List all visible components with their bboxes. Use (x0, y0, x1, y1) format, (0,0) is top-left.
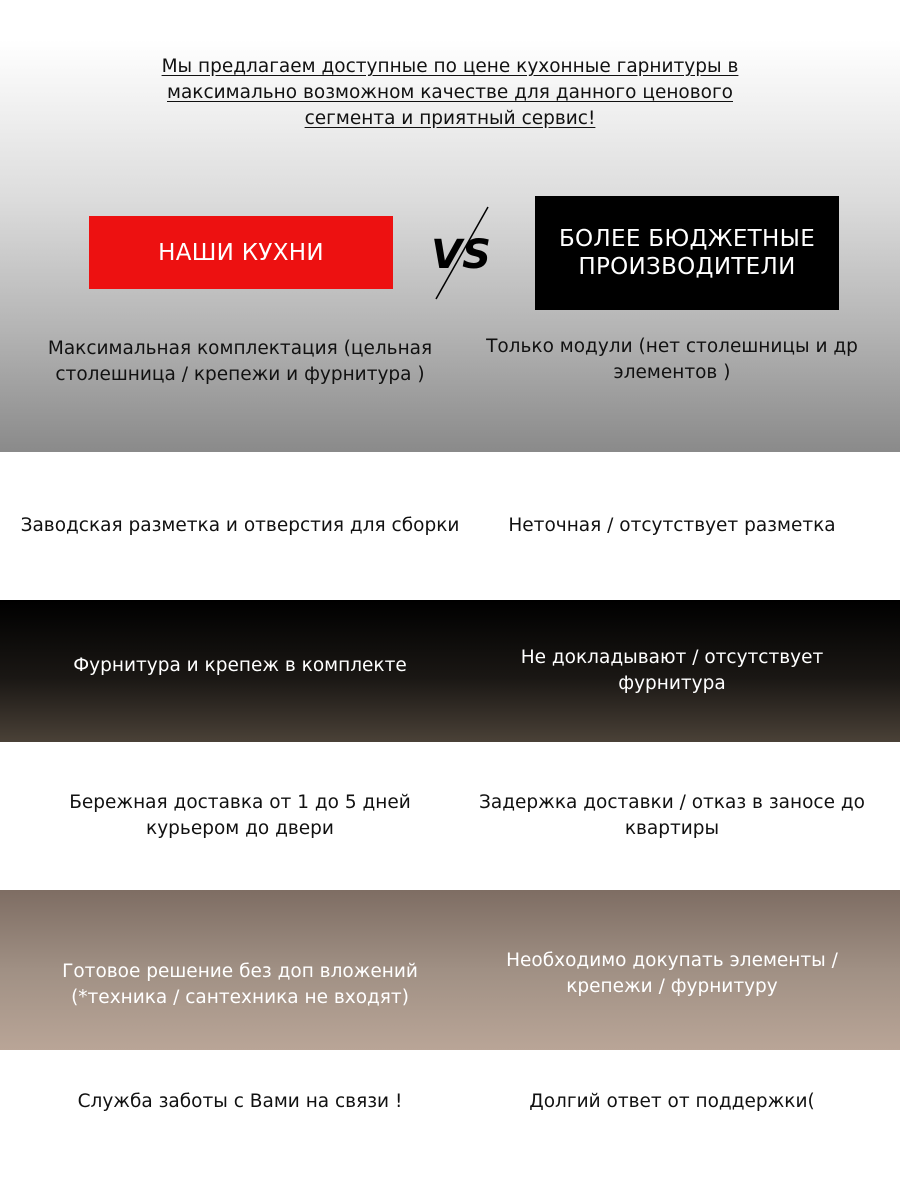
budget-makers-badge: БОЛЕЕ БЮДЖЕТНЫЕ ПРОИЗВОДИТЕЛИ (535, 196, 839, 310)
budget-cell: Только модули (нет столешницы и др элементов ) (486, 336, 858, 383)
comparison-row-1 (0, 320, 900, 452)
ours-cell: Бережная доставка от 1 до 5 дней курьером до двери (69, 792, 411, 839)
comparison-row-4 (0, 742, 900, 890)
ours-cell: Заводская разметка и отверстия для сборки (20, 515, 460, 536)
comparison-row-3 (0, 600, 900, 742)
our-kitchens-badge: НАШИ КУХНИ (89, 216, 393, 289)
comparison-row-2 (0, 452, 900, 600)
budget-cell: Задержка доставки / отказ в заносе до квартиры (479, 792, 865, 839)
ours-cell: Служба заботы с Вами на связи ! (77, 1091, 403, 1112)
budget-cell: Неточная / отсутствует разметка (508, 515, 836, 536)
ours-cell: Максимальная комплектация (цельная столешница / крепежи и фурнитура ) (47, 338, 433, 385)
versus-mark (430, 205, 492, 301)
budget-cell: Необходимо докупать элементы / крепежи / фурнитуру (506, 950, 838, 997)
versus-label: VS (431, 232, 491, 278)
ours-cell: Готовое решение без доп вложений (*техника / сантехника не входят) (62, 961, 418, 1008)
budget-cell: Не докладывают / отсутствует фурнитура (520, 647, 824, 694)
intro-text: Мы предлагаем доступные по цене кухонные гарнитуры в максимально возможном качестве для данного ценового сегмента и приятный сервис! (161, 56, 739, 129)
ours-cell: Фурнитура и крепеж в комплекте (73, 655, 407, 676)
comparison-row-5 (0, 890, 900, 1050)
comparison-row-6 (0, 1050, 900, 1200)
budget-cell: Долгий ответ от поддержки( (529, 1091, 815, 1112)
